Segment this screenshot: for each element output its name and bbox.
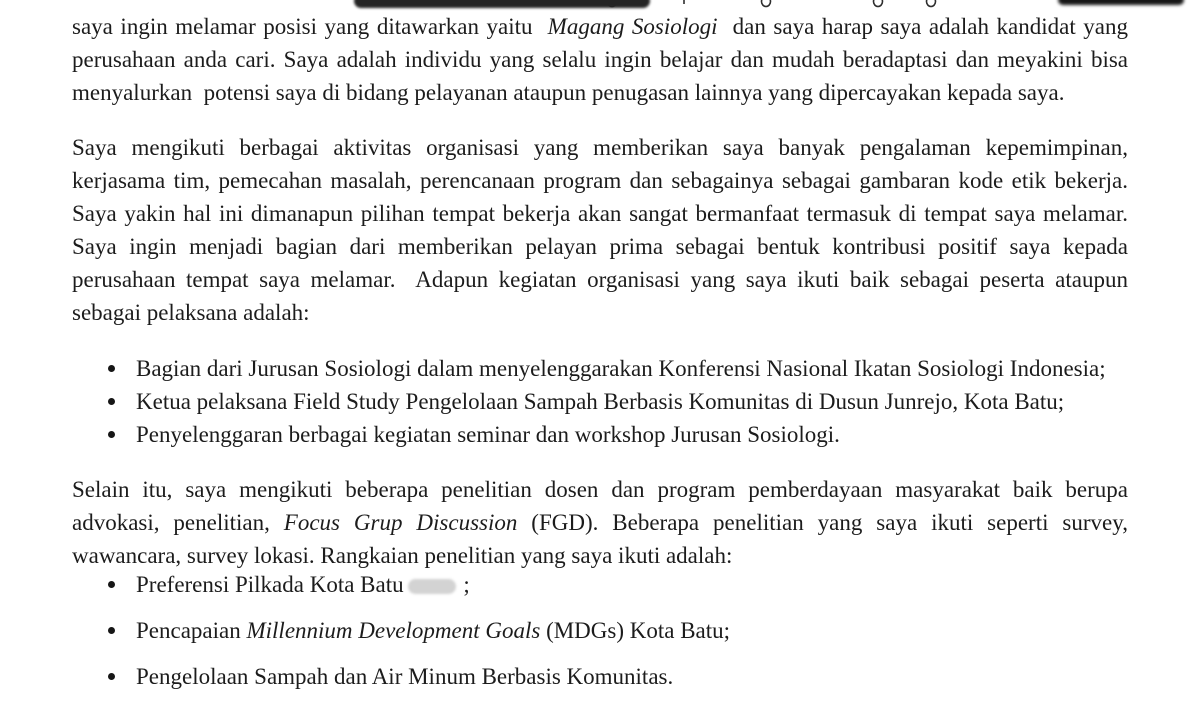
text-line xyxy=(72,76,1128,109)
organization-activities-list xyxy=(72,352,1128,451)
text-segment: Pengelolaan Sampah dan Air Minum Berbasis Komunitas. xyxy=(136,664,674,689)
text-segment: Penyelenggaran berbagai kegiatan seminar dan workshop Jurusan Sosiologi. xyxy=(136,422,840,447)
list-item xyxy=(72,385,1128,418)
list-item xyxy=(72,568,1128,601)
research-list xyxy=(72,568,1128,693)
text-segment: Saya mengikuti berbagai aktivitas organisasi yang memberikan saya banyak pengalaman kepemimpinan, xyxy=(72,135,1128,160)
text-line xyxy=(72,296,1128,329)
text-line xyxy=(72,131,1128,164)
bullet-icon xyxy=(108,581,115,588)
bullet-icon xyxy=(108,673,115,680)
list-item xyxy=(72,660,1128,693)
organization-paragraph xyxy=(72,131,1128,329)
text-segment: perusahaan tempat saya melamar. Adapun kegiatan organisasi yang saya ikuti baik sebagai peserta ataupun xyxy=(72,267,1128,292)
text-segment: Ketua pelaksana Field Study Pengelolaan Sampah Berbasis Komunitas di Dusun Junrejo, Kota Batu; xyxy=(136,389,1065,414)
bullet-icon xyxy=(108,627,115,634)
redaction-bar-top-right xyxy=(1058,0,1184,5)
list-item xyxy=(72,352,1128,385)
intro-paragraph xyxy=(72,10,1128,109)
text-segment: perusahaan anda cari. Saya adalah individu yang selalu ingin belajar dan mudah beradaptasi dan meyakini bisa xyxy=(72,47,1128,72)
text-segment: (MDGs) Kota Batu; xyxy=(540,618,731,643)
text-segment: (FGD). Beberapa penelitian yang saya ikuti seperti survey, xyxy=(517,510,1128,535)
research-paragraph xyxy=(72,473,1128,572)
text-segment: Saya ingin menjadi bagian dari memberikan pelayan prima sebagai bentuk kontribusi positif saya kepada xyxy=(72,234,1128,259)
text-segment: kerjasama tim, pemecahan masalah, perencanaan program dan sebagainya sebagai gambaran kode etik bekerja. xyxy=(72,168,1128,193)
text-segment: Preferensi Pilkada Kota Batu xyxy=(136,572,404,597)
text-segment: Selain itu, saya mengikuti beberapa penelitian dosen dan program pemberdayaan masyarakat baik berupa xyxy=(72,477,1128,502)
list-item xyxy=(72,614,1128,647)
italic-text-segment: Millennium Development Goals xyxy=(246,618,541,643)
bullet-icon xyxy=(108,398,115,405)
text-segment: ; xyxy=(457,572,470,597)
text-line xyxy=(72,473,1128,506)
text-line xyxy=(72,263,1128,296)
text-segment: advokasi, penelitian, xyxy=(72,510,284,535)
text-segment: dan saya harap saya adalah kandidat yang xyxy=(717,14,1128,39)
text-line xyxy=(72,230,1128,263)
redaction-bar-top-left xyxy=(354,0,650,8)
list-item xyxy=(72,418,1128,451)
redaction-blob xyxy=(408,579,456,594)
italic-text-segment: Focus Grup Discussion xyxy=(283,510,518,535)
text-segment: Bagian dari Jurusan Sosiologi dalam menyelenggarakan Konferensi Nasional Ikatan Sosiologi Indonesia; xyxy=(136,356,1106,381)
text-line xyxy=(72,197,1128,230)
bullet-icon xyxy=(108,431,115,438)
text-line xyxy=(72,506,1128,539)
text-line xyxy=(72,10,1128,43)
text-segment: sebagai pelaksana adalah: xyxy=(72,300,310,325)
text-line xyxy=(72,164,1128,197)
text-segment: wawancara, survey lokasi. Rangkaian penelitian yang saya ikuti adalah: xyxy=(72,543,733,568)
text-segment: Pencapaian xyxy=(136,618,247,643)
italic-text-segment: Magang Sosiologi xyxy=(547,14,718,39)
text-line xyxy=(72,43,1128,76)
document-content xyxy=(72,10,1128,706)
text-segment: Saya yakin hal ini dimanapun pilihan tempat bekerja akan sangat bermanfaat termasuk di tempat saya melamar. xyxy=(72,201,1128,226)
text-segment: menyalurkan potensi saya di bidang pelayanan ataupun penugasan lainnya yang dipercayakan kepada saya. xyxy=(72,80,1065,105)
text-segment: saya ingin melamar posisi yang ditawarkan yaitu xyxy=(72,14,548,39)
bullet-icon xyxy=(108,365,115,372)
